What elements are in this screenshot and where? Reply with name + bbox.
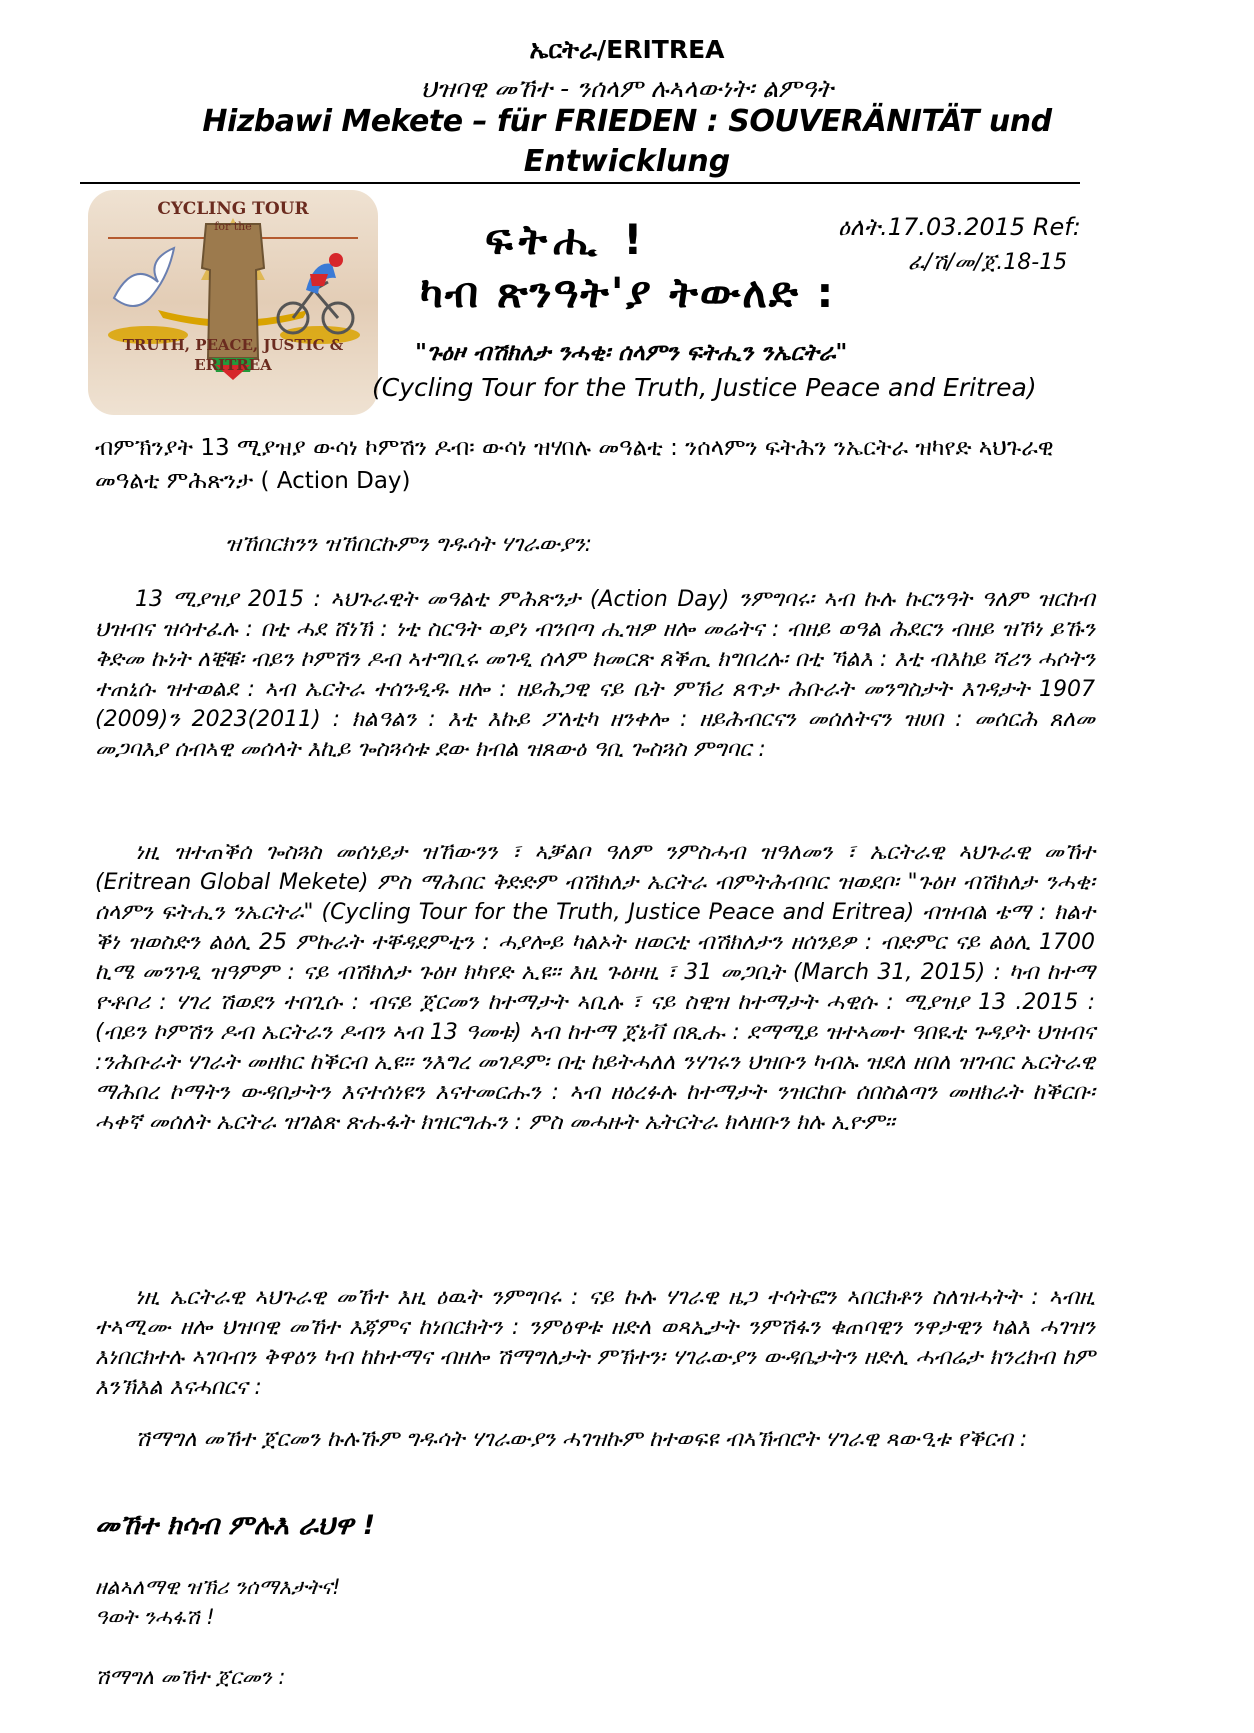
- header-country: ኤርትራ/ERITREA: [529, 35, 725, 64]
- body-paragraph-3: ነዚ ኤርትራዊ ኣህጉራዊ መኸተ እዚ ዕዉት ንምግባሩ : ናይ ኩሉ ሃገራዊ ዜጋ ተሳትፎን ኣበርክቶን ስለዝሓትት : ኣብዚ ተኣሚሙ ዘሎ ህዝባዊ መኸተ እጃምና ከነበርክትን : ንምዕዋቱ ዘድለ ወጻኢታት ንምሽፋን ቁጠባዊን ንዋታዊን ካልእ ሓገዝን እነበርክተሉ ኣገባብን ቅዋዕን ካብ ከከተማና ብዘሎ ሽማግለታት ምኽተን፡ ሃገራውያን ውዳቤታትን ዘድሊ ሓብሬታ ክንረክብ ከም እንኽእል እናሓበርና :: [95, 1285, 1095, 1400]
- subtitle-tigrinya: "ጉዕዞ ብሽክለታ ንሓቂ፡ ሰላምን ፍትሒን ንኤርትራ": [415, 340, 848, 366]
- body-paragraph-1: 13 ሚያዝያ 2015 : ኣህጉራዊት መዓልቲ ምሕጽንታ (Action Day) ንምግባሩ፡ ኣብ ኩሉ ኩርንዓት ዓለም ዝርከብ ህዝብና ዝሳተፈሉ : በቲ ሓደ ሸነኽ : ነቲ ስርዓት ወያነ ብንበጣ ሒዝዎ ዘሎ መሬትና : ብዘይ ወዓል ሕደርን ብዘይ ዝኾነ ይኹን ቅድመ ኩነት ለቒቑ፡ ብይን ኮምሽን ዶብ ኣተግቢሩ መገዲ ሰላም ክመርጽ ጸቕጢ ክግበረሉ፡ በቲ ኻልእ : እቲ ብእከይ ሻሪን ሓሶትን ተጠኒሱ ዝተወልደ : ኣብ ኤርትራ ተሰንዲዱ ዘሎ : ዘይሕጋዊ ናይ ቤት ምኽሪ ጸጥታ ሕቡራት መንግስታት እገዳታት 1907 (2009)ን 2023(2011) : ክልዓልን : እቲ እኩይ ፖለቲካ ዘንቀሎ : ዘይሕብርናን መሰለትናን ዝሀበ : መሰርሕ ጸለመ መጋባእያ ሰብኣዊ መሰላት እኪይ ጐስጓሳቱ ደው ክብል ዝጸውዕ ዓቢ ጐስጓስ ምግባር :: [95, 587, 1095, 762]
- header-tigrinya-slogan: ህዝባዊ መኸተ - ንሰላም ሉኣላውነት፡ ልምዓት: [420, 74, 834, 103]
- closing-slogan: መኸተ ክሳብ ምሉእ ራህዋ !: [95, 1510, 376, 1541]
- document-reference: ፈ/ሽ/መ/ጀ.18-15: [908, 250, 1068, 275]
- logo-bottom-line2: ERITREA: [194, 356, 272, 374]
- closing-line-1: ዘልኣለማዊ ዝኽሪ ንሰማእታትና!: [95, 1575, 341, 1599]
- title-line1: ፍትሒ !: [485, 215, 649, 264]
- header-divider: [80, 182, 1080, 184]
- body-paragraph-4: ሽማግለ መኸተ ጀርመን ኩሉኹም ግዱሳት ሃገራውያን ሓገዝኩም ከተወፍዩ ብኣኽብሮት ሃገራዊ ጻውዒቱ የቕርብ :: [135, 1427, 1028, 1452]
- document-date: ዕለት.17.03.2015 Ref:: [838, 213, 1081, 241]
- closing-line-2: ዓወት ንሓፋሽ !: [95, 1605, 215, 1629]
- body-paragraph-2: ነዚ ዝተጠቕሰ ጐስጓስ መሰነይታ ዝኸውንን ፣ ኣቓልቦ ዓለም ንምስሓብ ዝዓለመን ፣ ኤርትራዊ ኣህጉራዊ መኸተ (Eritrean Global Mekete) ምስ ማሕበር ቅድድም ብሽክለታ ኤርትራ ብምትሕብባር ዝወደቦ፡ "ጉዕዞ ብሽክለታ ንሓቂ፡ ሰላምን ፍትሒን ንኤርትራ" (Cycling Tour for the Truth, Justice Peace and Eritrea) ብዝብል ቴማ : ክልተ ቕነ ዝወስድን ልዕሊ 25 ምኩራት ተቐዳደምቲን : ሓያሎይ ካልኦት ዘወርቲ ብሽክለታን ዘሰንይዎ : ብድምር ናይ ልዕሊ 1700 ኪሜ መንገዲ ዝዓምም : ናይ ብሽክለታ ጉዕዞ ክካየድ ኢዩ። እዚ ጉዕዞዚ ፣ 31 መጋቢት (March 31, 2015) : ካብ ከተማ ዮቶቦሪ : ሃገረ ሽወደን ተበጊሱ : ብናይ ጀርመን ከተማታት ኣቢሉ ፣ ናይ ስዊዝ ከተማታት ሓዊሱ : ሚያዝያ 13 .2015 : (ብይን ኮምሽን ዶብ ኤርትራን ዶብን ኣብ 13 ዓመቱ) ኣብ ከተማ ጀኔቭ በጺሑ : ደማሚይ ዝተኣመተ ዓበዪቲ ጉዳያት ህዝብና :ንሕቡራት ሃገራት መዘክር ከቕርብ ኢዩ። ንእግረ መገዶም፡ በቲ ከይትሓለለ ንሃገሩን ህዝቡን ካብኡ ዝደለ ዘበለ ዝገብር ኤርትራዊ ማሕበረ ኮማትን ውዳበታትን እናተሰነዩን እናተመርሑን : ኣብ ዘዕረፉሉ ከተማታት ንዝርከቡ ሰበስልጣን መዘክራት ከቕርቡ፡ ሓቀኛ መሰለት ኤርትራ ዝገልጽ ጽሑፋት ክዝርግሑን : ምስ መሓዙት ኤትርትራ ክላዘቡን ክሉ ኢዮም።: [95, 840, 1095, 1135]
- header-german-line1: Hizbawi Mekete – für FRIEDEN : SOUVERÄNITÄT und: [202, 104, 1052, 139]
- header-german-line2: Entwicklung: [523, 144, 731, 179]
- signoff: ሽማግለ መኸተ ጀርመን :: [95, 1665, 286, 1689]
- cyclist-helmet-icon: [329, 253, 343, 267]
- logo-title-line1: CYCLING TOUR: [157, 199, 309, 219]
- intro-paragraph: ብምኽንያት 13 ሚያዝያ ውሳነ ኮምሽን ዶብ፡ ውሳነ ዝሃበሉ መዓልቲ : ንሰላምን ፍትሕን ንኤርትራ ዝካየድ ኣህጉራዊ መዓልቲ ምሕጽንታ ( Action Day): [95, 435, 1054, 494]
- subtitle-english: (Cycling Tour for the Truth, Justice Peace and Eritrea): [372, 373, 1037, 402]
- logo-bottom-line1: TRUTH, PEACE, JUSTIC &: [122, 336, 344, 354]
- logo-title-line2: for the: [214, 220, 252, 233]
- greeting: ዝኸበርክንን ዝኸበርኩምን ግዱሳት ሃገራውያን:: [225, 532, 593, 557]
- cycling-tour-logo: [88, 190, 378, 415]
- title-line2: ካብ ጽንዓት'ያ ትውለድ :: [420, 268, 836, 317]
